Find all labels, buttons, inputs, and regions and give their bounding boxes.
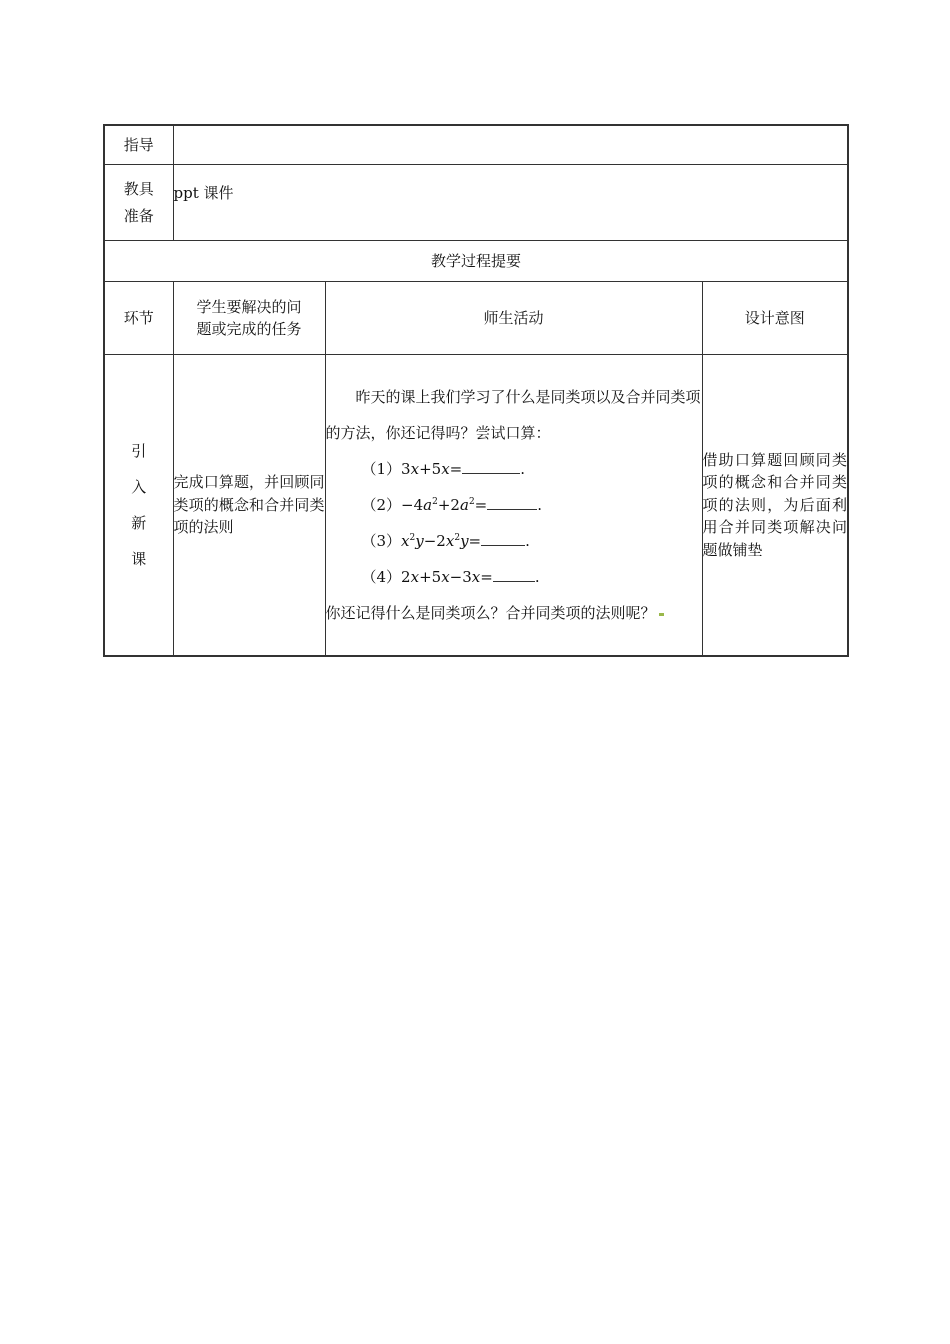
intro-stage-char: 入 [131,478,147,496]
exercise-1: （1）3x+5x= . [361,459,526,478]
col-header-task-line-1: 学生要解决的问 [196,297,302,316]
exercise-number: （3） [361,531,402,550]
prep-value-text: ppt 课件 [173,184,234,203]
lesson-plan-sheet [103,124,847,657]
prep-value [173,165,848,241]
exercise-2: $(2)-4a^2+2a^2=$ . [361,495,543,514]
activity-question-text: 你还记得什么是同类项么？合并同类项的法则呢？ [325,603,656,622]
col-header-stage: 环节 [104,282,173,355]
intro-stage-char: 引 [131,442,147,460]
process-title-row [104,241,848,282]
activity-intro-text: 昨天的课上我们学习了什么是同类项以及合并同类项的方法，你还记得吗？尝试口算： [325,387,701,442]
intro-task: 完成口算题，并回顾同类项的概念和合并同类项的法则 [173,355,325,657]
col-header-task [173,282,325,355]
prep-row [104,165,848,241]
lesson-plan-table [103,124,849,657]
exercise-4: （4）2x+5x−3x= . [361,567,540,586]
prep-label-line-1: 教具 [123,179,154,198]
text-marker [659,613,664,616]
prep-label [104,165,173,241]
exercise-number: （1） [361,459,402,478]
exercise-number: （4） [361,567,402,586]
guide-row [104,125,848,165]
process-title: 教学过程提要 [104,241,848,282]
intro-row [104,355,848,657]
intro-stage [104,355,173,657]
intro-stage-char: 课 [131,550,147,568]
intro-activity [325,355,702,657]
guide-label: 指导 [104,125,173,165]
exercise-number: （2） [361,495,402,514]
col-header-design: 设计意图 [702,282,848,355]
col-header-activity: 师生活动 [325,282,702,355]
exercise-3: $(3)x^2y-2x^2y=$ . [361,531,530,550]
prep-label-line-2: 准备 [123,206,154,225]
col-header-task-line-2: 题或完成的任务 [196,320,302,338]
intro-stage-char: 新 [131,514,147,532]
intro-design: 借助口算题回顾同类项的概念和合并同类项的法则，为后面利用合并同类项解决问题做铺垫 [702,355,848,657]
column-header-row [104,282,848,355]
guide-value [173,125,848,165]
activity-question [326,595,702,631]
